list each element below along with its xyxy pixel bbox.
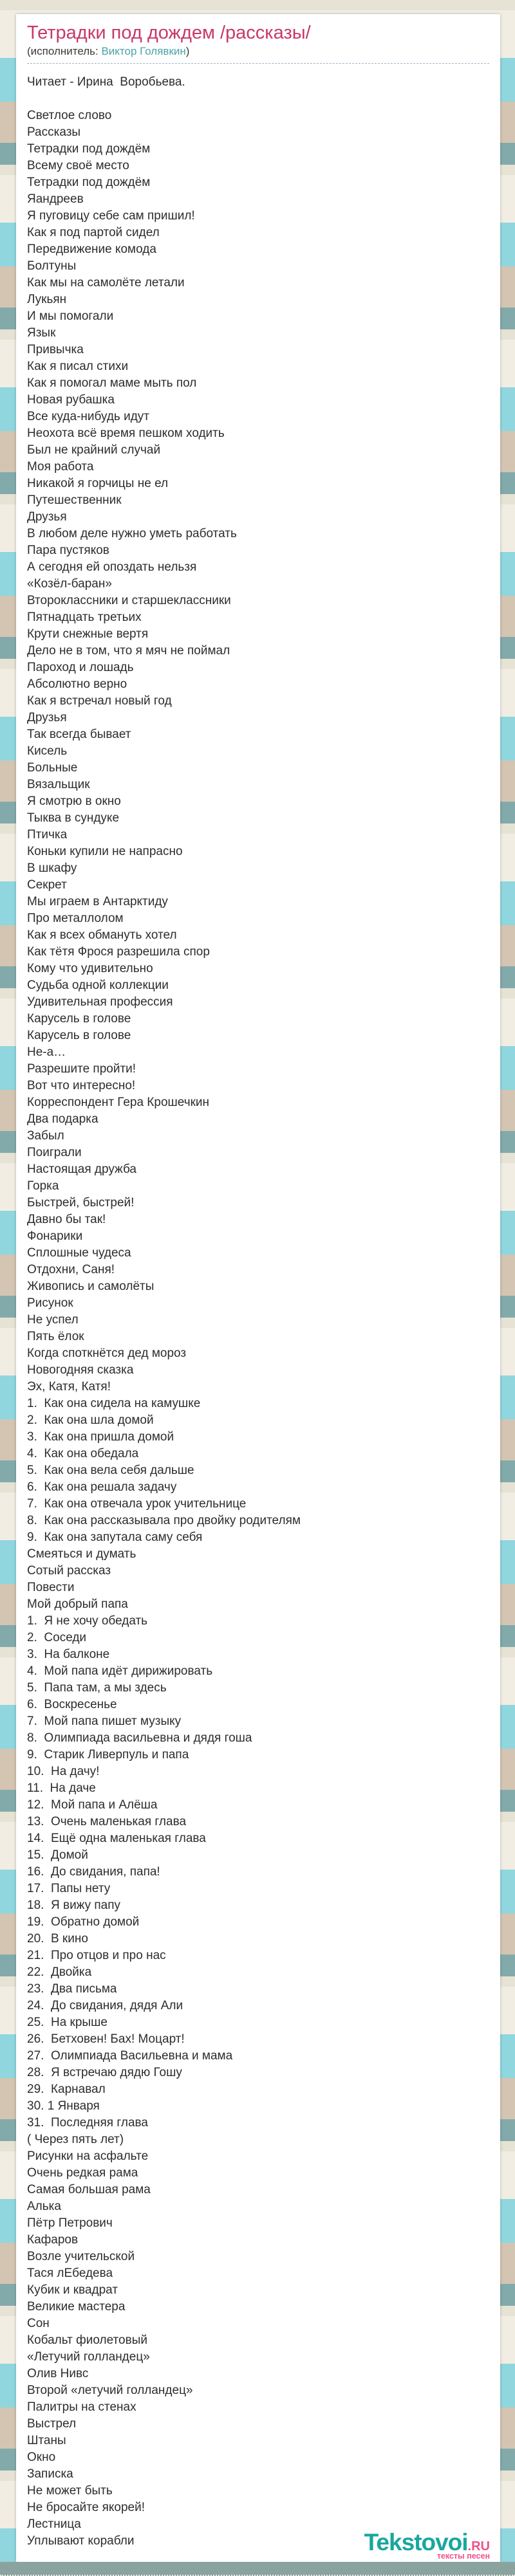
track-item: Окно [27, 2451, 56, 2464]
track-item: 11. На даче [27, 1781, 96, 1795]
track-item: Тася лЕбедева [27, 2267, 113, 2280]
track-item: Я пуговицу себе сам пришил! [27, 209, 195, 223]
track-item: Был не крайний случай [27, 443, 161, 457]
track-item: Как тётя Фрося разрешила спор [27, 945, 210, 959]
track-item: Привычка [27, 343, 84, 356]
track-item: 18. Я вижу папу [27, 1899, 121, 1912]
page-header [27, 22, 489, 64]
track-item: 1. Я не хочу обедать [27, 1614, 148, 1628]
track-item: 26. Бетховен! Бах! Моцарт! [27, 2032, 185, 2046]
track-item: 16. До свидания, папа! [27, 1865, 160, 1879]
track-item: Великие мастера [27, 2300, 126, 2314]
track-item: Никакой я горчицы не ел [27, 477, 169, 490]
content-card [16, 14, 500, 2562]
track-item: Тетрадки под дождём [27, 142, 151, 156]
track-item: Не бросайте якорей! [27, 2501, 145, 2514]
track-item: Кобальт фиолетовый [27, 2333, 147, 2347]
track-item: 2. Соседи [27, 1631, 87, 1644]
track-item: Больные [27, 761, 78, 775]
track-item: Друзья [27, 711, 67, 724]
track-item: 3. Как она пришла домой [27, 1430, 174, 1444]
track-item: Сплошные чудеса [27, 1246, 131, 1260]
track-item: Поиграли [27, 1146, 82, 1159]
track-item: 27. Олимпиада Васильевна и мама [27, 2049, 233, 2063]
track-item: 8. Как она рассказывала про двойку родителям [27, 1514, 301, 1527]
track-item: Алька [27, 2200, 61, 2213]
track-item: ( Через пять лет) [27, 2133, 124, 2146]
track-item: Дело не в том, что я мяч не поймал [27, 644, 230, 658]
track-item: Как я писал стихи [27, 360, 129, 373]
performer-line [27, 44, 489, 59]
track-item: Карусель в голове [27, 1029, 131, 1042]
track-item: 20. В кино [27, 1932, 88, 1946]
track-item: Светлое слово [27, 109, 112, 122]
performer-link[interactable]: Виктор Голявкин [101, 45, 186, 57]
track-item: Карусель в голове [27, 1012, 131, 1026]
track-item: Тетрадки под дождём [27, 176, 151, 189]
track-item: Так всегда бывает [27, 728, 131, 741]
track-item: Не-а… [27, 1045, 66, 1059]
track-item: 2. Как она шла домой [27, 1413, 154, 1427]
track-item: И мы помогали [27, 309, 114, 323]
track-item: Как я встречал новый год [27, 694, 172, 708]
track-item: 19. Обратно домой [27, 1915, 140, 1929]
track-item: Эх, Катя, Катя! [27, 1380, 111, 1394]
track-item: 9. Как она запутала саму себя [27, 1531, 203, 1544]
logo-wordmark [364, 2529, 490, 2555]
track-item: 5. Как она вела себя дальше [27, 1464, 194, 1477]
track-item: Повести [27, 1581, 75, 1594]
track-item: Как мы на самолёте летали [27, 276, 185, 290]
logo-tagline: тексты песен [436, 2552, 490, 2561]
track-item: 17. Папы нету [27, 1882, 111, 1895]
track-item: Кафаров [27, 2233, 79, 2247]
track-item: Забыл [27, 1129, 64, 1143]
track-item: Мой добрый папа [27, 1597, 128, 1611]
track-item: Передвижение комода [27, 243, 156, 256]
track-item: 31. Последняя глава [27, 2116, 148, 2130]
performer-close-paren: ) [185, 45, 190, 57]
track-item: Рисунки на асфальте [27, 2149, 149, 2163]
track-item: 12. Мой папа и Алёша [27, 1798, 158, 1812]
track-item: Удивительная профессия [27, 995, 173, 1009]
logo-brand-text: Tekstovoi [364, 2529, 468, 2555]
track-item: Записка [27, 2467, 73, 2481]
track-item: 4. Как она обедала [27, 1447, 139, 1460]
track-item: Моя работа [27, 460, 94, 474]
track-item: Лукьян [27, 293, 67, 306]
page-title: Тетрадки под дождем /рассказы/ [27, 23, 311, 43]
track-item: Всему своё место [27, 159, 129, 172]
track-item: Самая большая рама [27, 2183, 151, 2196]
track-item: Палитры на стенах [27, 2400, 136, 2414]
track-item: Как я всех обмануть хотел [27, 928, 177, 942]
track-item: Возле учительской [27, 2250, 135, 2263]
track-item: 15. Домой [27, 1848, 88, 1862]
track-item: 6. Воскресенье [27, 1698, 117, 1711]
track-item: 5. Папа там, а мы здесь [27, 1681, 167, 1695]
track-list [27, 107, 489, 2550]
track-item: Вот что интересно! [27, 1079, 136, 1092]
track-item: 10. На дачу! [27, 1765, 100, 1778]
track-item: 3. На балконе [27, 1648, 110, 1661]
track-item: Про металлолом [27, 912, 124, 925]
track-item: 6. Как она решала задачу [27, 1480, 177, 1494]
track-item: 23. Два письма [27, 1982, 117, 1996]
track-item: 13. Очень маленькая глава [27, 1815, 187, 1828]
track-item: Выстрел [27, 2417, 77, 2431]
track-item: Не успел [27, 1313, 79, 1327]
track-item: Секрет [27, 878, 67, 892]
track-item: Путешественник [27, 493, 122, 507]
logo-tld-text: .RU [467, 2539, 490, 2553]
track-item: 21. Про отцов и про нас [27, 1949, 166, 1962]
track-item: Не может быть [27, 2484, 113, 2498]
track-item: В шкафу [27, 861, 77, 875]
track-item: Новогодняя сказка [27, 1363, 134, 1377]
track-item: 1. Как она сидела на камушке [27, 1397, 201, 1410]
footer-bar [0, 2562, 515, 2576]
track-item: Пять ёлок [27, 1330, 84, 1343]
track-item: Очень редкая рама [27, 2166, 138, 2180]
track-item: Тыква в сундуке [27, 811, 120, 825]
track-item: Коньки купили не напрасно [27, 845, 183, 858]
track-item: Болтуны [27, 259, 77, 273]
performer-label: (исполнитель: [27, 45, 98, 57]
track-item: Сотый рассказ [27, 1564, 111, 1578]
track-item: 7. Мой папа пишет музыку [27, 1715, 182, 1728]
track-item: Рассказы [27, 125, 81, 139]
track-item: Корреспондент Гера Крошечкин [27, 1096, 210, 1109]
track-item: Язык [27, 326, 56, 340]
track-item: Смеяться и думать [27, 1547, 136, 1561]
track-item: Судьба одной коллекции [27, 979, 169, 992]
track-item: «Козёл-баран» [27, 577, 112, 591]
track-item: 8. Олимпиада васильевна и дядя гоша [27, 1731, 252, 1745]
track-item: «Летучий голландец» [27, 2350, 150, 2364]
reader-line: Читает - Ирина Воробьева. [27, 75, 185, 89]
track-item: Птичка [27, 828, 68, 842]
track-item: 9. Старик Ливерпуль и папа [27, 1748, 189, 1762]
track-item: Штаны [27, 2434, 66, 2447]
track-item: 4. Мой папа идёт дирижировать [27, 1664, 213, 1678]
track-item: Уплывают корабли [27, 2534, 135, 2548]
track-item: Все куда-нибудь идут [27, 410, 149, 423]
track-item: Второклассники и старшеклассники [27, 594, 231, 607]
track-item: Разрешите пройти! [27, 1062, 136, 1076]
track-item: Друзья [27, 510, 67, 524]
track-item: 25. На крыше [27, 2016, 108, 2029]
track-item: 30. 1 Января [27, 2099, 100, 2113]
track-item: Кисель [27, 744, 68, 758]
track-item: Неохота всё время пешком ходить [27, 427, 225, 440]
track-item: Настоящая дружба [27, 1163, 136, 1176]
track-item: Я смотрю в окно [27, 795, 121, 808]
track-item: Новая рубашка [27, 393, 115, 407]
track-item: 24. До свидания, дядя Али [27, 1999, 183, 2012]
track-item: Быстрей, быстрей! [27, 1196, 135, 1210]
track-item: Лестница [27, 2517, 81, 2531]
track-item: 7. Как она отвечала урок учительнице [27, 1497, 247, 1511]
track-item: Кубик и квадрат [27, 2283, 118, 2297]
track-item: Рисунок [27, 1296, 73, 1310]
track-item: Пётр Петрович [27, 2216, 113, 2230]
track-item: Как я под партой сидел [27, 226, 160, 239]
track-item: Яандреев [27, 192, 84, 206]
track-item: Давно бы так! [27, 1213, 106, 1226]
track-item: Олив Нивс [27, 2367, 89, 2380]
track-item: Второй «летучий голландец» [27, 2384, 193, 2397]
track-item: А сегодня ей опоздать нельзя [27, 560, 197, 574]
track-item: Сон [27, 2317, 50, 2330]
track-item: В любом деле нужно уметь работать [27, 527, 237, 540]
track-item: Кому что удивительно [27, 962, 153, 975]
track-item: Пара пустяков [27, 544, 109, 557]
track-item: Когда споткнётся дед мороз [27, 1347, 187, 1360]
track-item: 29. Карнавал [27, 2083, 106, 2096]
track-item: 22. Двойка [27, 1965, 92, 1979]
track-item: Два подарка [27, 1112, 98, 1126]
track-item: Пятнадцать третьих [27, 611, 142, 624]
track-item: Вязальщик [27, 778, 90, 791]
track-item: Фонарики [27, 1229, 83, 1243]
track-item: Отдохни, Саня! [27, 1263, 115, 1276]
track-item: Как я помогал маме мыть пол [27, 376, 197, 390]
track-item: Крути снежные вертя [27, 627, 149, 641]
track-item: Пароход и лошадь [27, 661, 134, 674]
track-item: Живопись и самолёты [27, 1280, 154, 1293]
track-item: Горка [27, 1179, 59, 1193]
track-item: Абсолютно верно [27, 677, 127, 691]
track-item: 14. Ещё одна маленькая глава [27, 1832, 206, 1845]
track-item: Мы играем в Антарктиду [27, 895, 168, 908]
site-logo[interactable] [364, 2529, 490, 2561]
track-item: 28. Я встречаю дядю Гошу [27, 2066, 182, 2079]
